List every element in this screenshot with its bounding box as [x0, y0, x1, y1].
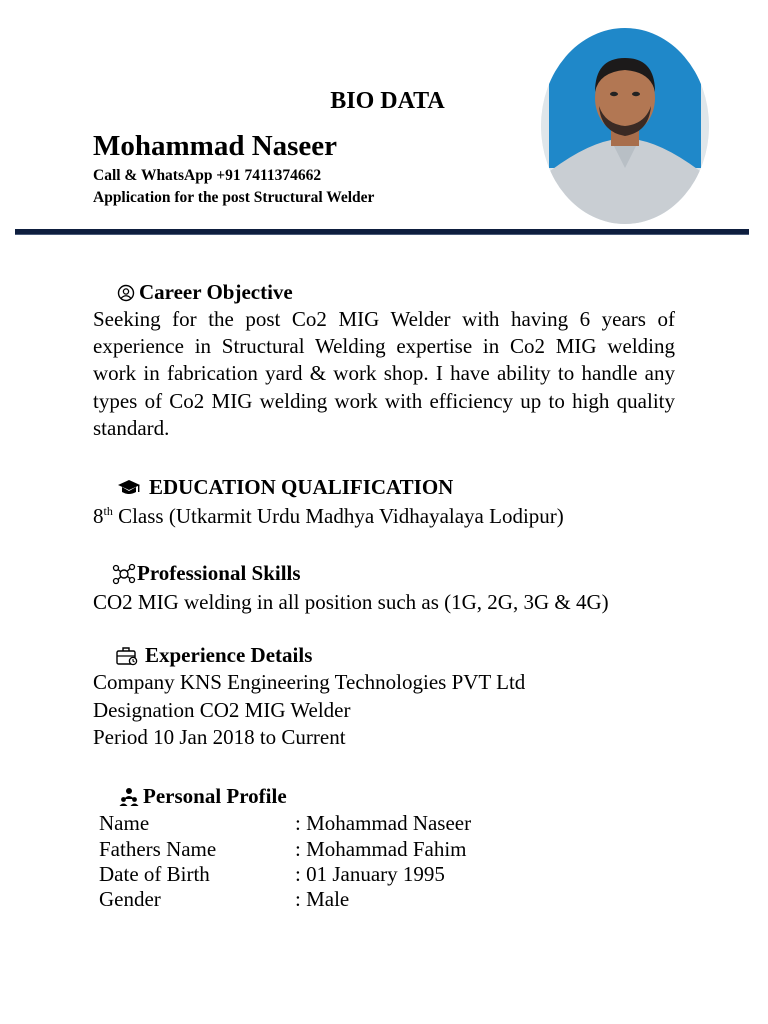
profile-label: Fathers Name — [99, 837, 217, 861]
education-detail — [93, 503, 564, 530]
profile-row-gender — [99, 887, 619, 912]
contact-line: Call & WhatsApp +91 7411374662 — [93, 167, 322, 184]
person-photo-icon — [541, 28, 709, 224]
education-heading — [117, 475, 453, 500]
profile-photo — [541, 28, 709, 224]
profile-value: : Mohammad Naseer — [295, 811, 472, 835]
personal-profile-heading — [119, 784, 287, 809]
career-objective-heading — [117, 280, 293, 305]
education-detail-text: Class (Utkarmit Urdu Madhya Vidhayalaya Lodipur) — [112, 504, 564, 528]
profile-label: Gender — [99, 887, 161, 911]
applicant-name: Mohammad Naseer — [93, 130, 338, 162]
user-circle-icon — [117, 284, 135, 302]
experience-designation: Designation CO2 MIG Welder — [93, 698, 351, 722]
briefcase-icon — [116, 646, 138, 666]
people-icon — [119, 787, 139, 807]
experience-period: Period 10 Jan 2018 to Current — [93, 725, 346, 749]
profile-row-date-of-birth — [99, 862, 619, 887]
education-label: EDUCATION QUALIFICATION — [149, 475, 454, 499]
application-line: Application for the post Structural Welder — [93, 189, 375, 206]
career-objective-label: Career Objective — [139, 280, 293, 304]
profile-value: : 01 January 1995 — [295, 862, 445, 886]
header-divider — [15, 229, 749, 235]
profile-value: : Male — [295, 887, 350, 911]
profile-label: Date of Birth — [99, 862, 210, 886]
career-objective-text: Seeking for the post Co2 MIG Welder with having 6 years of experience in Structural Welding expertise in Co2 MIG welding work in fabrication yard & work shop. I have ability to handle any types of Co2 MIG welding work with efficiency up to high quality standard. — [93, 307, 675, 440]
profile-value: : Mohammad Fahim — [295, 837, 467, 861]
profile-label: Name — [99, 811, 150, 835]
profile-row-fathers-name — [99, 837, 619, 862]
professional-skills-label: Professional Skills — [137, 561, 301, 585]
professional-skills-text: CO2 MIG welding in all position such as (1G, 2G, 3G & 4G) — [93, 590, 609, 614]
experience-label: Experience Details — [145, 643, 313, 667]
graduation-cap-icon — [117, 479, 141, 497]
personal-profile-label: Personal Profile — [143, 784, 287, 808]
network-icon — [112, 563, 136, 585]
education-grade: 8 — [93, 504, 104, 528]
experience-heading — [116, 643, 312, 668]
professional-skills-heading — [112, 561, 301, 586]
profile-row-name — [99, 811, 619, 836]
education-grade-suffix: th — [103, 504, 113, 518]
experience-company: Company KNS Engineering Technologies PVT Ltd — [93, 670, 526, 694]
document-title: BIO DATA — [330, 88, 445, 114]
